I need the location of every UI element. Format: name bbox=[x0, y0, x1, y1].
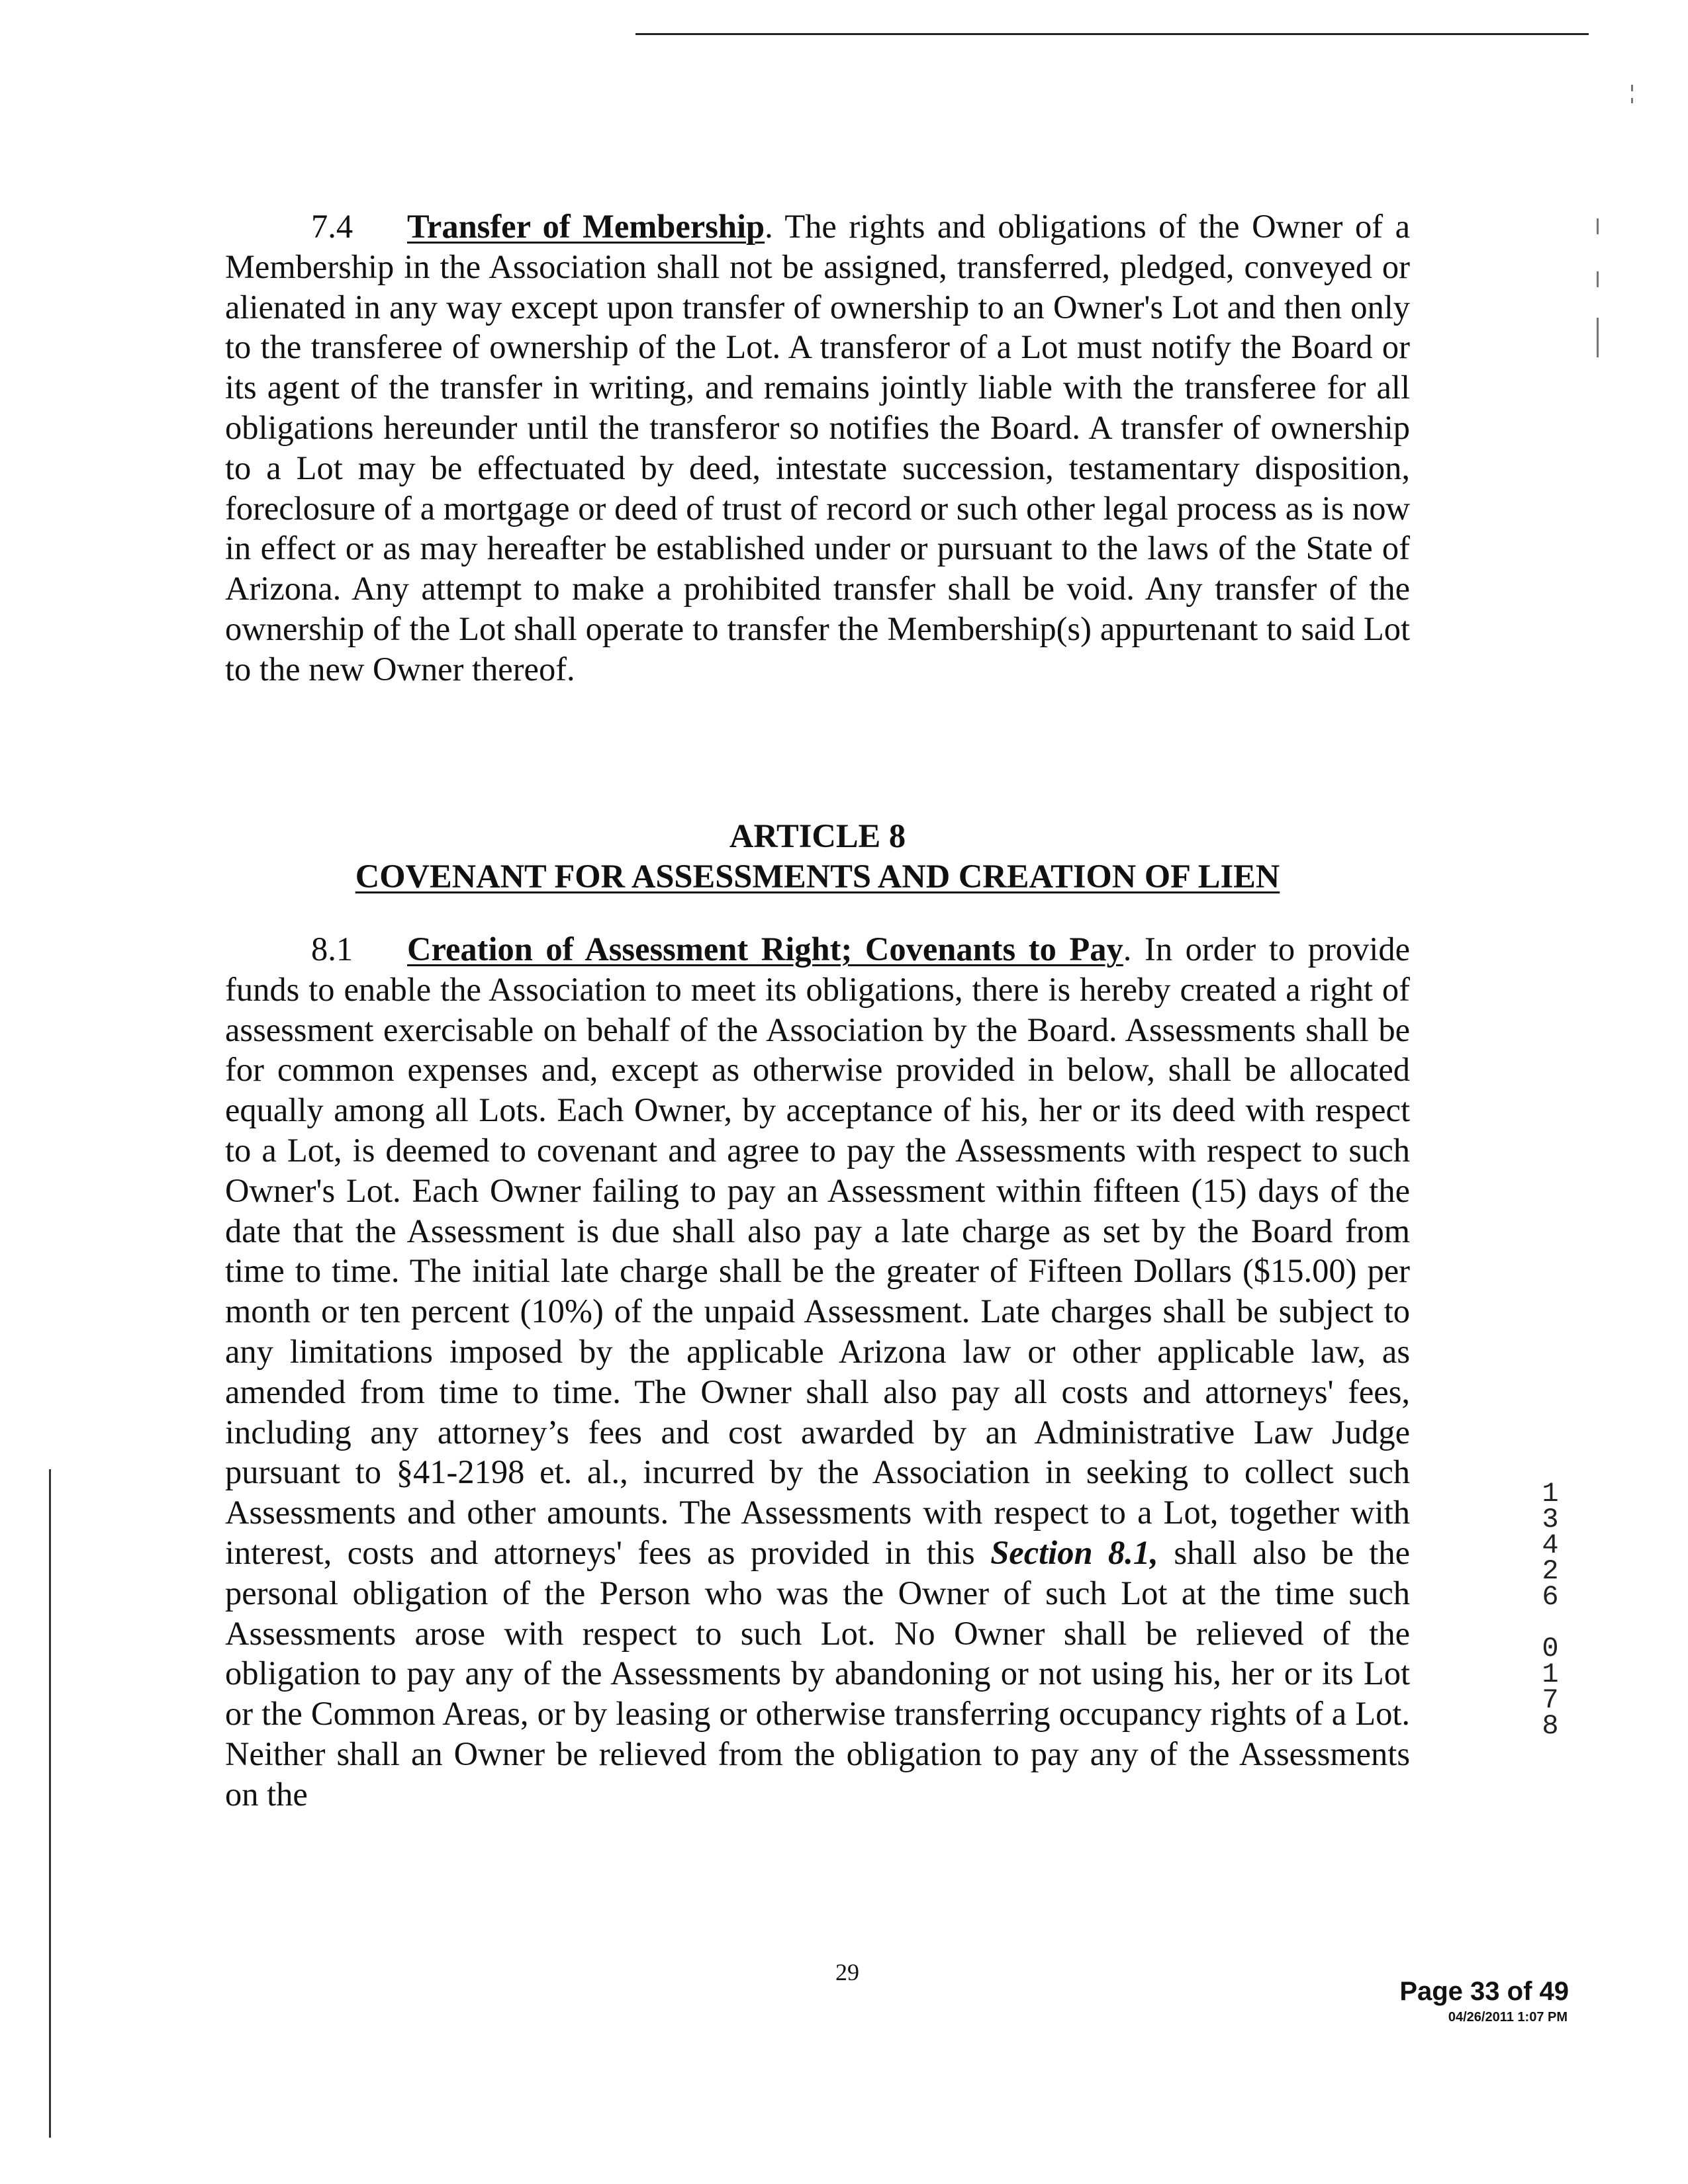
section-number: 7.4 bbox=[311, 208, 353, 245]
section-7-4-paragraph bbox=[225, 206, 1410, 690]
article-title: ARTICLE 8 bbox=[729, 817, 906, 854]
scan-mark bbox=[1597, 318, 1599, 357]
scan-mark bbox=[1597, 271, 1599, 287]
section-title: Creation of Assessment Right; Covenants to Pay bbox=[407, 931, 1123, 968]
recording-number-stamp: 1 3 4 2 6 0 1 7 8 bbox=[1542, 1478, 1559, 1742]
scan-mark bbox=[1631, 85, 1633, 91]
left-margin-rule bbox=[49, 1469, 51, 2138]
scan-mark bbox=[1597, 218, 1599, 234]
section-reference: Section 8.1, bbox=[990, 1533, 1158, 1571]
section-body: . In order to provide funds to enable the Association to meet its obligations, there is hereby created a right of assessment exercisable on behalf of the Association by the Board. Assessments shall be for common expenses and, except as otherwise provided in below, shall be allocated equally among all Lots. Each Owner, by acceptance of his, her or its deed with respect to a Lot, is deemed to covenant and agree to pay the Assessments with respect to such Owner's Lot. Each Owner failing to pay an Assessment within fifteen (15) days of the date that the Assessment is due shall also pay a late charge as set by the Board from time to time. The initial late charge shall be the greater of Fifteen Dollars ($15.00) per month or ten percent (10%) of the unpaid Assessment. Late charges shall be subject to any limitations imposed by the applicable Arizona law or other applicable law, as amended from time to time. The Owner shall also pay all costs and attorneys' fees, including any attorney’s fees and cost awarded by an Administrative Law Judge pursuant to §41-2198 et. al., incurred by the Association in seeking to collect such Assessments and other amounts. The Assessments with respect to a Lot, together with interest, costs and attorneys' fees as provided in this bbox=[225, 931, 1410, 1571]
section-8-1-paragraph bbox=[225, 929, 1410, 1815]
section-body-continued: shall also be the personal obligation of the Person who was the Owner of such Lot at the time such Assessments arose with respect to such Lot. No Owner shall be relieved of the obligation to pay any of the Assessments by abandoning or not using his, her or its Lot or the Common Areas, or by leasing or otherwise transferring occupancy rights of a Lot. Neither shall an Owner be relieved from the obligation to pay any of the Assessments on the bbox=[225, 1533, 1410, 1813]
page-count-label: Page 33 of 49 bbox=[1399, 1977, 1569, 2006]
section-title: Transfer of Membership bbox=[407, 208, 765, 245]
section-body: . The rights and obligations of the Owner of a Membership in the Association shall not be assigned, transferred, pledged, conveyed or alienated in any way except upon transfer of ownership to an Owner's Lot and then only to the transferee of ownership of the Lot. A transferor of a Lot must notify the Board or its agent of the transfer in writing, and remains jointly liable with the transferee for all obligations hereunder until the transferor so notifies the Board. A transfer of ownership to a Lot may be effectuated by deed, intestate succession, testamentary disposition, foreclosure of a mortgage or deed of trust of record or such other legal process as is now in effect or as may hereafter be established under or pursuant to the laws of the State of Arizona. Any attempt to make a prohibited transfer shall be void. Any transfer of the ownership of the Lot shall operate to transfer the Membership(s) appurtenant to said Lot to the new Owner thereof. bbox=[225, 208, 1410, 688]
recording-timestamp: 04/26/2011 1:07 PM bbox=[1448, 2010, 1568, 2025]
scan-mark bbox=[1631, 98, 1633, 103]
article-subtitle: COVENANT FOR ASSESSMENTS AND CREATION OF LIEN bbox=[355, 858, 1280, 895]
article-heading-block bbox=[225, 816, 1410, 897]
section-number: 8.1 bbox=[311, 931, 353, 968]
page-number: 29 bbox=[835, 1959, 859, 1985]
top-rule bbox=[635, 33, 1589, 35]
